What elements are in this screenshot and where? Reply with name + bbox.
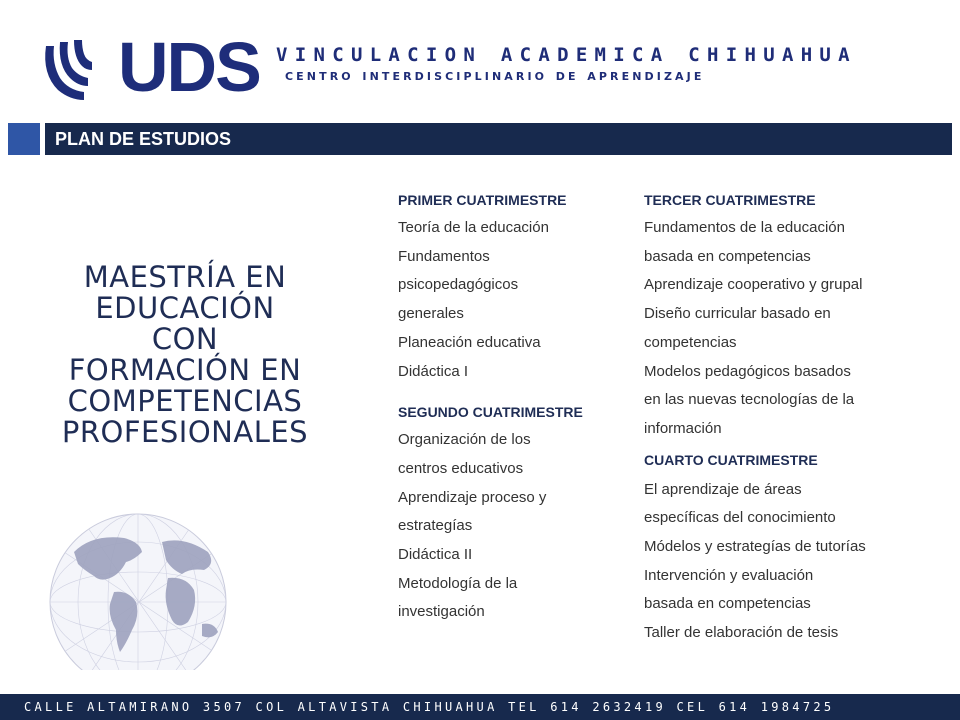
course-item: Módelos y estrategías de tutorías [644, 538, 866, 556]
course-item: Planeación educativa [398, 333, 541, 351]
degree-title [40, 262, 330, 448]
section-accent-square [8, 123, 40, 155]
course-item: específicas del conocimiento [644, 509, 836, 527]
course-item: en las nuevas tecnologías de la [644, 391, 855, 409]
course-item: competencias [644, 333, 737, 351]
semester-title: PRIMER CUATRIMESTRE [398, 192, 567, 208]
header-title: VINCULACION ACADEMICA CHIHUAHUA [276, 44, 857, 66]
course-item: psicopedagógicos [398, 276, 519, 294]
section-label: PLAN DE ESTUDIOS [55, 129, 232, 149]
course-item: estrategías [398, 517, 473, 535]
course-item: Didáctica I [398, 362, 469, 380]
course-item: Intervención y evaluación [644, 566, 814, 584]
course-item: El aprendizaje de áreas [644, 480, 802, 498]
course-item: Teoría de la educación [398, 219, 549, 236]
logo-swoosh-icon [40, 36, 120, 102]
course-item: Modelos pedagógicos basados [644, 362, 851, 380]
course-item: centros educativos [398, 459, 524, 477]
course-item: Fundamentos [398, 247, 490, 265]
degree-line: MAESTRÍA EN [83, 260, 287, 294]
course-item: Taller de elaboración de tesis [644, 624, 839, 642]
course-item: Aprendizaje proceso y [398, 488, 547, 506]
degree-line: CON [151, 322, 219, 356]
course-item: Aprendizaje cooperativo y grupal [644, 276, 863, 294]
course-item: Metodología de la [398, 574, 518, 592]
course-item: información [644, 419, 722, 437]
degree-line: EDUCACIÓN [95, 291, 275, 325]
course-item: Organización de los [398, 431, 531, 449]
column-right [644, 186, 944, 648]
semester-title: SEGUNDO CUATRIMESTRE [398, 404, 583, 421]
course-item: Fundamentos de la educación [644, 219, 845, 236]
course-item: generales [398, 305, 464, 323]
globe-illustration [44, 512, 232, 670]
uds-logo [40, 28, 260, 106]
header-subtitle: centro interdisciplinario de aprendizaje [285, 65, 705, 84]
semester-title: CUARTO CUATRIMESTRE [644, 451, 818, 468]
semester-title: TERCER CUATRIMESTRE [644, 192, 816, 208]
course-item: investigación [398, 603, 485, 621]
course-item: basada en competencias [644, 247, 811, 265]
section-bar [8, 123, 952, 155]
course-item: Didáctica II [398, 546, 473, 564]
degree-line: COMPETENCIAS [67, 384, 303, 418]
column-left [398, 186, 668, 627]
footer-contact: CALLE ALTAMIRANO 3507 COL ALTAVISTA CHIHUAHUA TEL 614 2632419 CEL 614 1984725 [0, 694, 960, 720]
logo-text: UDS [118, 28, 260, 106]
course-item: Diseño curricular basado en [644, 305, 831, 323]
degree-line: FORMACIÓN EN [68, 353, 302, 387]
course-item: basada en competencias [644, 595, 811, 613]
degree-line: PROFESIONALES [61, 415, 309, 449]
